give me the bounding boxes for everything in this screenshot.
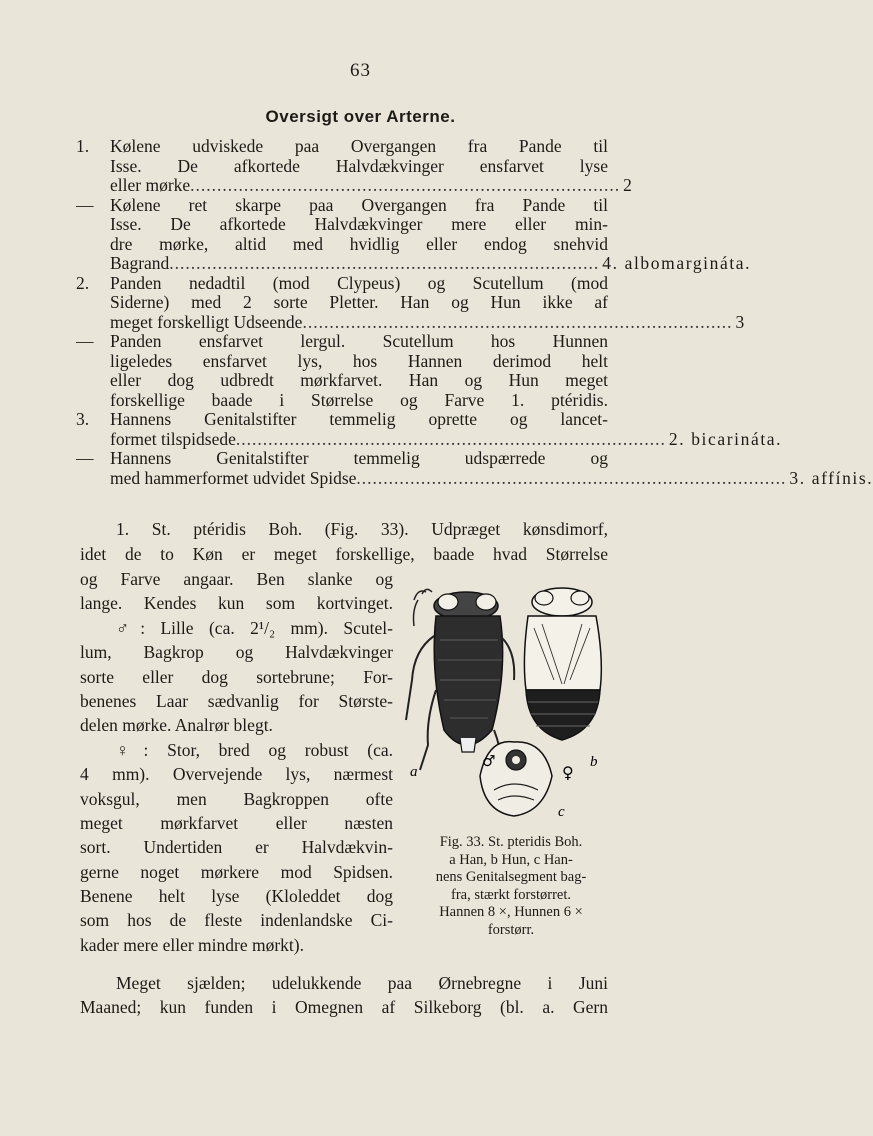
key-mark: 2. [76,272,90,293]
text-line: sort. Undertiden er Halvdækvin- [80,837,393,858]
text-line: ♂: Lille (ca. 2¹/₂ mm). Scutel- [116,617,393,638]
key-line: dre mørke, altid med hvidlig eller endog snehvid [110,233,608,254]
text-line: lange. Kendes kun som kortvinget. [80,593,393,614]
key-line: Isse. De afkortede Halvdækvinger mere eller min- [110,214,608,234]
key-line: eller dog udbredt mørkfarvet. Han og Hun meget [110,370,608,390]
figure-caption [405,834,617,939]
key-line: Hannens Genitalstifter temmelig oprette og lancet- [110,409,608,429]
figure-33-illustration [404,580,614,830]
distribution-paragraph [80,971,608,1019]
key-mark: 3. [76,409,90,429]
text-line: delen mørke. Analrør blegt. [80,715,273,736]
key-entry [74,136,632,196]
text-line: benenes Laar sædvanlig for Største- [80,690,393,711]
species-description [80,567,393,957]
key-mark: — [76,448,94,468]
text-line: 4 mm). Overvejende lys, nærmest [80,764,393,785]
text-line: sorte eller dog sortebrune; For- [80,666,393,687]
caption-line: Fig. 33. St. pteridis Boh. [439,834,583,850]
key-leader-line: Bagrand ..... 4. albomargináta. [110,254,608,274]
text-line: 1. St. ptéridis Boh. (Fig. 33). Udpræget kønsdimorf, [116,519,608,539]
caption-line: Hannen 8 ×, Hunnen 6 × [439,904,583,920]
female-insect-drawing [524,588,601,740]
figure-label-a: a [410,764,418,780]
text-line: meget mørkfarvet eller næsten [80,812,393,833]
key-line: Panden ensfarvet lergul. Scutellum hos Hunnen [110,331,608,351]
key-mark: 1. [76,136,90,156]
female-symbol: ♀ [562,763,574,782]
figure-label-b: b [590,754,598,770]
page-number: 63 [350,60,371,81]
key-line: Kølene udviskede paa Overgangen fra Pande til [110,136,608,156]
key-reference: 3 [735,311,745,332]
text-line: voksgul, men Bagkroppen ofte [80,788,393,809]
text-line: kader mere eller mindre mørkt). [80,934,304,955]
male-symbol: ♂ [482,752,496,770]
section-heading: Oversigt over Arterne. [265,107,456,126]
key-line: ligeledes ensfarvet lys, hos Hannen derimod helt [110,350,608,371]
key-leader-line: formet tilspidsede ..... 2. bicarináta. [110,430,608,450]
key-line: Hannens Genitalstifter temmelig udspærrede og [110,448,608,468]
text-line: Benene helt lyse (Kloleddet dog [80,886,393,907]
caption-line: fra, stærkt forstørret. [451,886,571,903]
key-line: Siderne) med 2 sorte Pletter. Han og Hun ikke af [110,292,608,312]
text-line: som hos de fleste indenlandske Ci- [80,910,393,931]
key-mark: — [76,194,94,215]
key-line: Isse. De afkortede Halvdækvinger ensfarvet lyse [110,155,608,176]
key-line: Kølene ret skarpe paa Overgangen fra Pande til [110,194,608,215]
caption-line: a Han, b Hun, c Han- [449,851,573,868]
key-entry [74,272,745,333]
key-line: forskellige baade i Størrelse og Farve 1. ptéridis. [110,389,608,410]
text-line: Maaned; kun funden i Omegnen af Silkeborg (bl. a. Gern [80,997,608,1017]
key-leader-line: meget forskelligt Udseende ..... 3 [110,313,608,333]
text-line: gerne noget mørkere mod Spidsen. [80,861,393,882]
key-reference: 2 [623,175,632,195]
figure-label-c: c [558,804,565,820]
text-line: og Farve angaar. Ben slanke og [80,569,393,589]
key-reference: 2. bicarináta. [668,428,783,449]
identification-key [74,136,873,488]
text-line: Meget sjælden; udelukkende paa Ørnebregne i Juni [116,973,608,993]
key-reference: 3. affínis. [789,467,873,488]
key-line: Panden nedadtil (mod Clypeus) og Scutellum (mod [110,272,608,293]
text-line: idet de to Køn er meget forskellige, baade hvad Størrelse [80,543,608,564]
key-entry [74,332,610,410]
species-intro [80,517,608,566]
key-reference: 4. albomargináta. [602,253,752,273]
key-leader-line: eller mørke ..... 2 [110,176,608,196]
key-entry [74,448,873,488]
caption-line: forstørr. [487,921,535,938]
text-line: ♀: Stor, bred og robust (ca. [116,739,393,760]
key-leader-line: med hammerformet udvidet Spidse ..... 3. affínis. [110,469,608,489]
key-entry [74,194,752,274]
caption-line: nens Genitalsegment bag- [435,869,587,885]
text-line: lum, Bagkrop og Halvdækvinger [80,642,393,663]
key-entry [74,409,783,449]
key-mark: — [76,331,94,351]
